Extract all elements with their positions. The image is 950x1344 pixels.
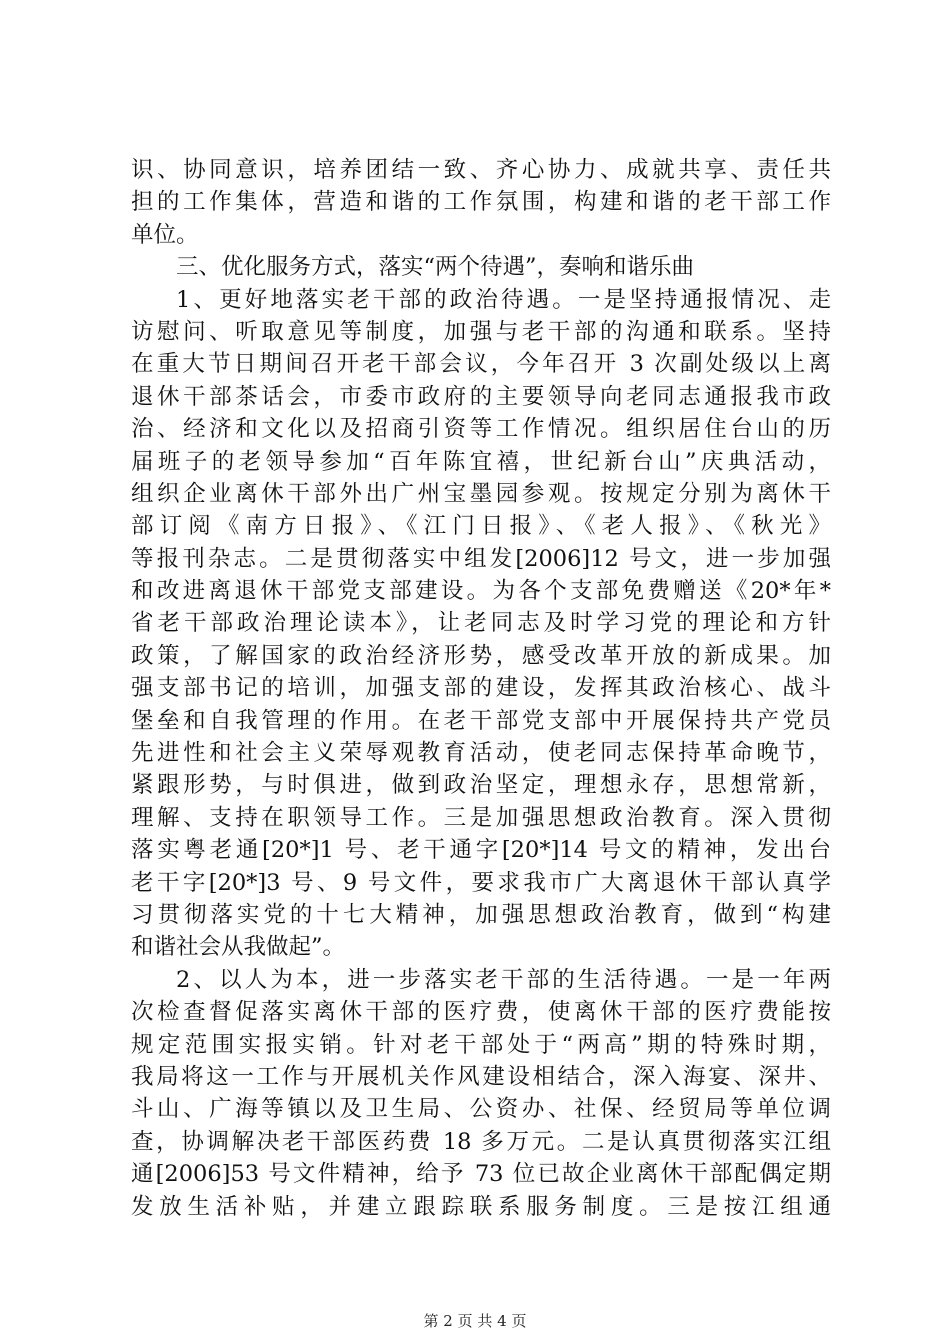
text-line: 斗山、广海等镇以及卫生局、公资办、社保、经贸局等单位调 <box>131 1096 831 1123</box>
text-line: 部订阅《南方日报》、《江门日报》、《老人报》、《秋光》 <box>131 513 831 540</box>
text-line: 访慰问、听取意见等制度，加强与老干部的沟通和联系。坚持 <box>131 318 831 345</box>
text-line: 通[2006]53 号文件精神，给予 73 位已故企业离休干部配偶定期 <box>131 1161 831 1188</box>
body-text <box>131 154 831 1223</box>
text-line: 习贯彻落实党的十七大精神，加强思想政治教育，做到“构建 <box>131 901 831 928</box>
text-line: 次检查督促落实离休干部的医疗费，使离休干部的医疗费能按 <box>131 999 831 1026</box>
text-line: 1、更好地落实老干部的政治待遇。一是坚持通报情况、走 <box>176 286 831 313</box>
text-line: 担的工作集体，营造和谐的工作氛围，构建和谐的老干部工作 <box>131 189 831 216</box>
text-line: 治、经济和文化以及招商引资等工作情况。组织居住台山的历 <box>131 416 831 443</box>
text-line: 老干字[20*]3 号、9 号文件，要求我市广大离退休干部认真学 <box>131 869 831 896</box>
text-line: 届班子的老领导参加“百年陈宜禧，世纪新台山”庆典活动， <box>131 448 831 475</box>
text-line: 查，协调解决老干部医药费 18 多万元。二是认真贯彻落实江组 <box>131 1128 831 1155</box>
text-line: 识、协同意识，培养团结一致、齐心协力、成就共享、责任共 <box>131 157 831 183</box>
section-heading: 三、优化服务方式，落实“两个待遇”，奏响和谐乐曲 <box>176 254 695 281</box>
text-line: 退休干部茶话会，市委市政府的主要领导向老同志通报我市政 <box>131 383 831 410</box>
text-line: 组织企业离休干部外出广州宝墨园参观。按规定分别为离休干 <box>131 480 831 507</box>
text-line: 和谐社会从我做起”。 <box>131 934 346 961</box>
text-line: 堡垒和自我管理的作用。在老干部党支部中开展保持共产党员 <box>131 707 831 734</box>
text-line: 政策，了解国家的政治经济形势，感受改革开放的新成果。加 <box>131 642 831 669</box>
text-line: 单位。 <box>131 221 199 248</box>
text-line: 紧跟形势，与时俱进，做到政治坚定，理想永存，思想常新， <box>131 772 831 799</box>
page-number-footer: 第 2 页 共 4 页 <box>423 1312 527 1330</box>
text-line: 2、以人为本，进一步落实老干部的生活待遇。一是一年两 <box>176 966 831 993</box>
text-line: 落实粤老通[20*]1 号、老干通字[20*]14 号文的精神，发出台 <box>131 837 831 864</box>
text-line: 等报刊杂志。二是贯彻落实中组发[2006]12 号文，进一步加强 <box>131 545 831 572</box>
text-line: 和改进离退休干部党支部建设。为各个支部免费赠送《20*年* <box>131 578 831 605</box>
text-line: 强支部书记的培训，加强支部的建设，发挥其政治核心、战斗 <box>131 675 831 702</box>
text-line: 省老干部政治理论读本》，让老同志及时学习党的理论和方针 <box>131 610 831 637</box>
text-line: 理解、支持在职领导工作。三是加强思想政治教育。深入贯彻 <box>131 804 831 831</box>
text-line: 规定范围实报实销。针对老干部处于“两高”期的特殊时期， <box>131 1031 831 1058</box>
text-line: 在重大节日期间召开老干部会议，今年召开 3 次副处级以上离 <box>131 351 831 378</box>
text-line: 先进性和社会主义荣辱观教育活动，使老同志保持革命晚节， <box>131 740 831 767</box>
text-line: 我局将这一工作与开展机关作风建设相结合，深入海宴、深井、 <box>131 1063 831 1090</box>
text-line: 发放生活补贴，并建立跟踪联系服务制度。三是按江组通 <box>131 1193 831 1220</box>
